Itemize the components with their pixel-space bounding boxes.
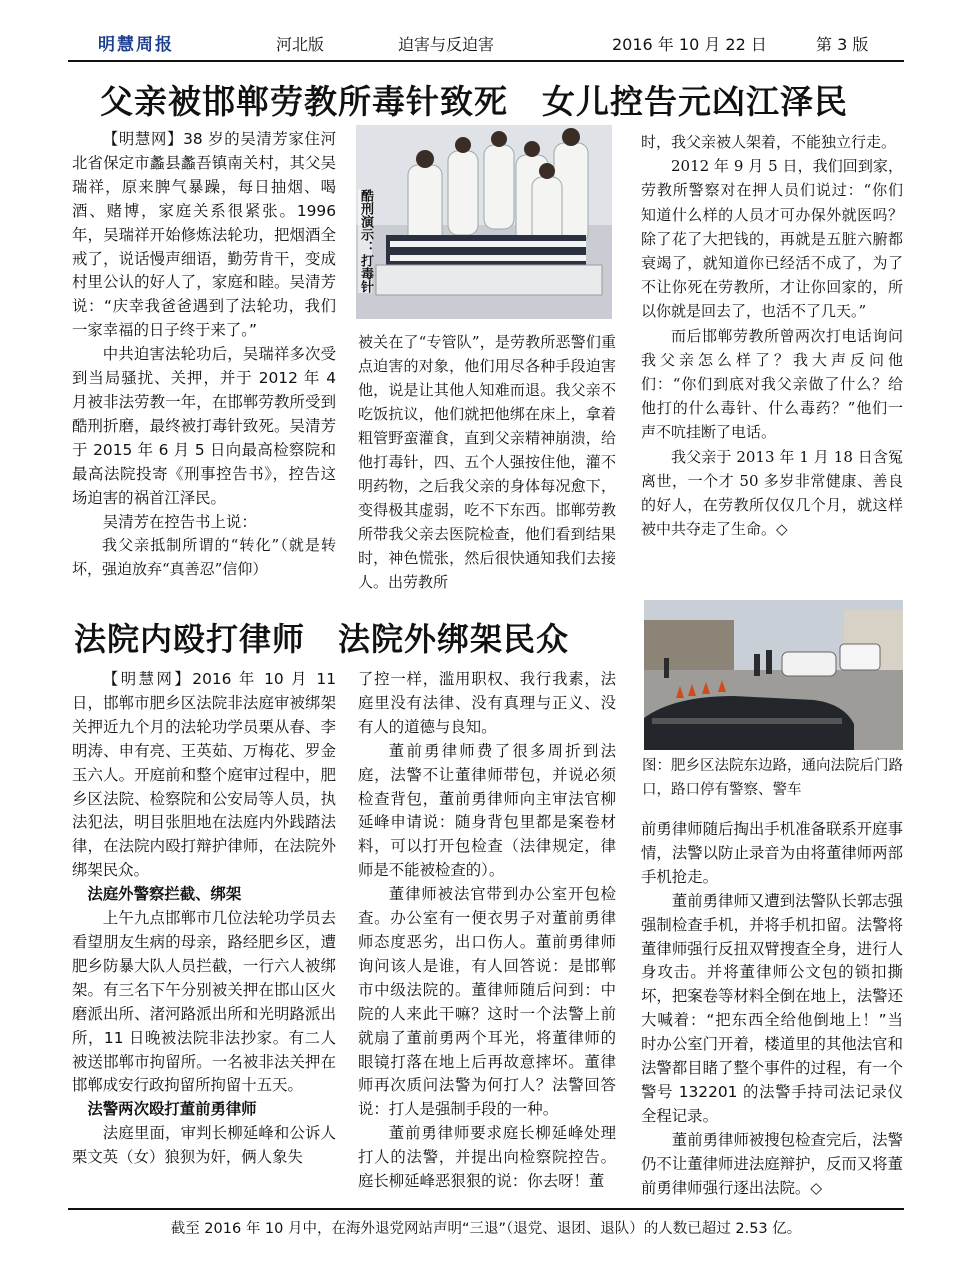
article2-column-1 (72, 668, 336, 1170)
article2-column-2 (358, 668, 616, 1194)
masthead-title: 明慧周报 (98, 35, 174, 55)
paragraph: 前勇律师随后掏出手机准备联系开庭事情，法警以防止录音为由将董律师两部手机抢走。 (641, 820, 903, 886)
header-rule (68, 60, 904, 62)
page-header (68, 28, 904, 62)
edition-label: 河北版 (276, 35, 325, 54)
paragraph: 了控一样，滥用职权、我行我素，法庭里没有法律、没有真理与正义、没有人的道德与良知。 (358, 670, 616, 736)
paragraph: 【明慧网】2016 年 10 月 11 日，邯郸市肥乡区法院非法庭审被绑架关押近九个月的法轮功学员栗从春、李明涛、申有亮、王英茹、万梅花、罗金玉六人。开庭前和整个庭审过程中，肥乡区法院、检察院和公安局等人员，执法犯法，明目张胆地在法庭内外践踏法律，在法院内殴打辩护律师，在法院外绑架民众。 (72, 670, 336, 880)
article1-title: 父亲被邯郸劳教所毒针致死 女儿控告元凶江泽民 (100, 82, 848, 121)
paragraph: 董前勇律师又遭到法警队长郭志强强制检查手机，并将手机扣留。法警将董律师强行反扭双臂搜查全身，进行人身攻击。并将董律师公文包的锁扣撕坏，把案卷等材料全倒在地上，法警还大喊着：“把东西全给他倒地上！”当时办公室门开着，楼道里的其他法官和法警都目睹了整个事件的过程，有一个警号 132201 的法警手持司法记录仪全程记录。 (641, 891, 903, 1125)
subheading: 法警两次殴打董前勇律师 (87, 1100, 257, 1119)
photo-illustration (644, 600, 903, 750)
paragraph: 而后邯郸劳教所曾两次打电话询问我父亲怎么样了？我大声反问他们：“你们到底对我父亲做了什么？给他打的什么毒针、什么毒药？”他们一声不吭挂断了电话。 (641, 326, 903, 442)
paragraph: 董前勇律师费了很多周折到法庭，法警不让董律师带包，并说必须检查背包，董前勇律师向主审法官柳延峰申请说：随身背包里都是案卷材料，可以打开包检查（法律规定，律师是不能被检查的）。 (358, 741, 616, 880)
paragraph: 我父亲抵制所谓的“转化”（就是转坏，强迫放弃“真善忍”信仰） (72, 536, 336, 579)
photo-label: 酷刑演示：打毒针 (358, 189, 373, 293)
issue-date: 2016 年 10 月 22 日 (612, 35, 767, 54)
paragraph: 被关在了“专管队”，是劳教所恶警们重点迫害的对象，他们用尽各种手段迫害他，说是让其他人知难而退。我父亲不吃饭抗议，他们就把他绑在床上，拿着粗管野蛮灌食，直到父亲精神崩溃，给他打毒针，四、五个人强按住他，灌不明药物，之后我父亲的身体每况愈下，变得极其虚弱，吃不下东西。邯郸劳教所带我父亲去医院检查，他们看到结果时，神色慌张，然后很快通知我们去接人。出劳教所 (358, 333, 616, 591)
paragraph: 董律师被法官带到办公室开包检查。办公室有一便衣男子对董前勇律师态度恶劣，出口伤人。董前勇律师询问该人是谁，有人回答说：是邯郸市中级法院的。董律师随后问到：中院的人来此干嘛？这时一个法警上前就扇了董前勇两个耳光，将董律师的眼镜打落在地上后再故意摔坏。董律师再次质问法警为何打人？法警回答说：打人是强制手段的一种。 (358, 885, 616, 1119)
article1-column-1 (72, 128, 336, 582)
court-street-photo (644, 600, 903, 750)
page-number: 第 3 版 (816, 35, 869, 54)
subheading: 法庭外警察拦截、绑架 (87, 885, 242, 904)
paragraph: 中共迫害法轮功后，吴瑞祥多次受到当局骚扰、关押，并于 2012 年 4 月被非法劳教一年，在邯郸劳教所受到酷刑折磨，最终被打毒针致死。吴清芳于 2015 年 6 月 5 日向最高检察院和最高法院投寄《刑事控告书》，控告这场迫害的祸首江泽民。 (72, 345, 336, 507)
section-label: 迫害与反迫害 (398, 35, 495, 54)
paragraph: 【明慧网】38 岁的吴清芳家住河北省保定市蠡县蠡吾镇南关村，其父吴瑞祥，原来脾气暴躁，每日抽烟、喝酒、赌博，家庭关系很紧张。1996 年，吴瑞祥开始修炼法轮功，把烟酒全戒了，说话慢声细语，勤劳肯干，变成村里公认的好人了，家庭和睦。吴清芳说：“庆幸我爸爸遇到了法轮功，我们一家幸福的日子终于来了。” (72, 130, 336, 340)
paragraph: 时，我父亲被人架着，不能独立行走。 (641, 133, 897, 151)
paragraph: 上午九点邯郸市几位法轮功学员去看望朋友生病的母亲，路经肥乡区，遭肥乡防暴大队人员拦截，一行六人被绑架。有三名下午分别被关押在邯山区火磨派出所、渚河路派出所和光明路派出所，11 日晚被法院非法抄家。有二人被送邯郸市拘留所。一名被非法关押在邯郸成安行政拘留所拘留十五天。 (72, 909, 336, 1095)
paragraph: 2012 年 9 月 5 日，我们回到家，劳教所警察对在押人员们说过：“你们知道什么样的人员才可办保外就医吗？除了花了大把钱的，再就是五脏六腑都衰竭了，就知道你已经活不成了，为了不让你死在劳教所，才让你回家的，所以你就是回去了，也活不了几天。” (641, 157, 903, 321)
photo-illustration (356, 125, 612, 319)
paragraph: 我父亲于 2013 年 1 月 18 日含冤离世，一个才 50 多岁非常健康、善良的好人，在劳教所仅仅几个月，就这样被中共夺走了生命。◇ (641, 447, 903, 539)
article1-column-2 (358, 330, 616, 594)
article1-column-3 (641, 130, 903, 541)
torture-demo-photo (356, 125, 612, 319)
photo-caption: 图：肥乡区法院东边路，通向法院后门路口，路口停有警察、警车 (642, 758, 903, 798)
paragraph: 董前勇律师要求庭长柳延峰处理打人的法警，并提出向检察院控告。庭长柳延峰恶狠狠的说：你去呀！董 (358, 1124, 616, 1191)
footer-notice: 截至 2016 年 10 月中，在海外退党网站声明“三退”（退党、退团、退队）的人数已超过 2.53 亿。 (170, 1221, 802, 1237)
paragraph: 吴清芳在控告书上说： (102, 512, 257, 531)
paragraph: 法庭里面，审判长柳延峰和公诉人栗文英（女）狼狈为奸，俩人象失 (72, 1124, 336, 1167)
article2-column-3 (641, 818, 903, 1201)
article2-title: 法院内殴打律师 法院外绑架民众 (74, 620, 570, 658)
paragraph: 董前勇律师被搜包检查完后，法警仍不让董律师进法庭辩护，反而又将董前勇律师强行逐出法院。◇ (641, 1130, 903, 1197)
footer-rule (68, 1208, 904, 1210)
